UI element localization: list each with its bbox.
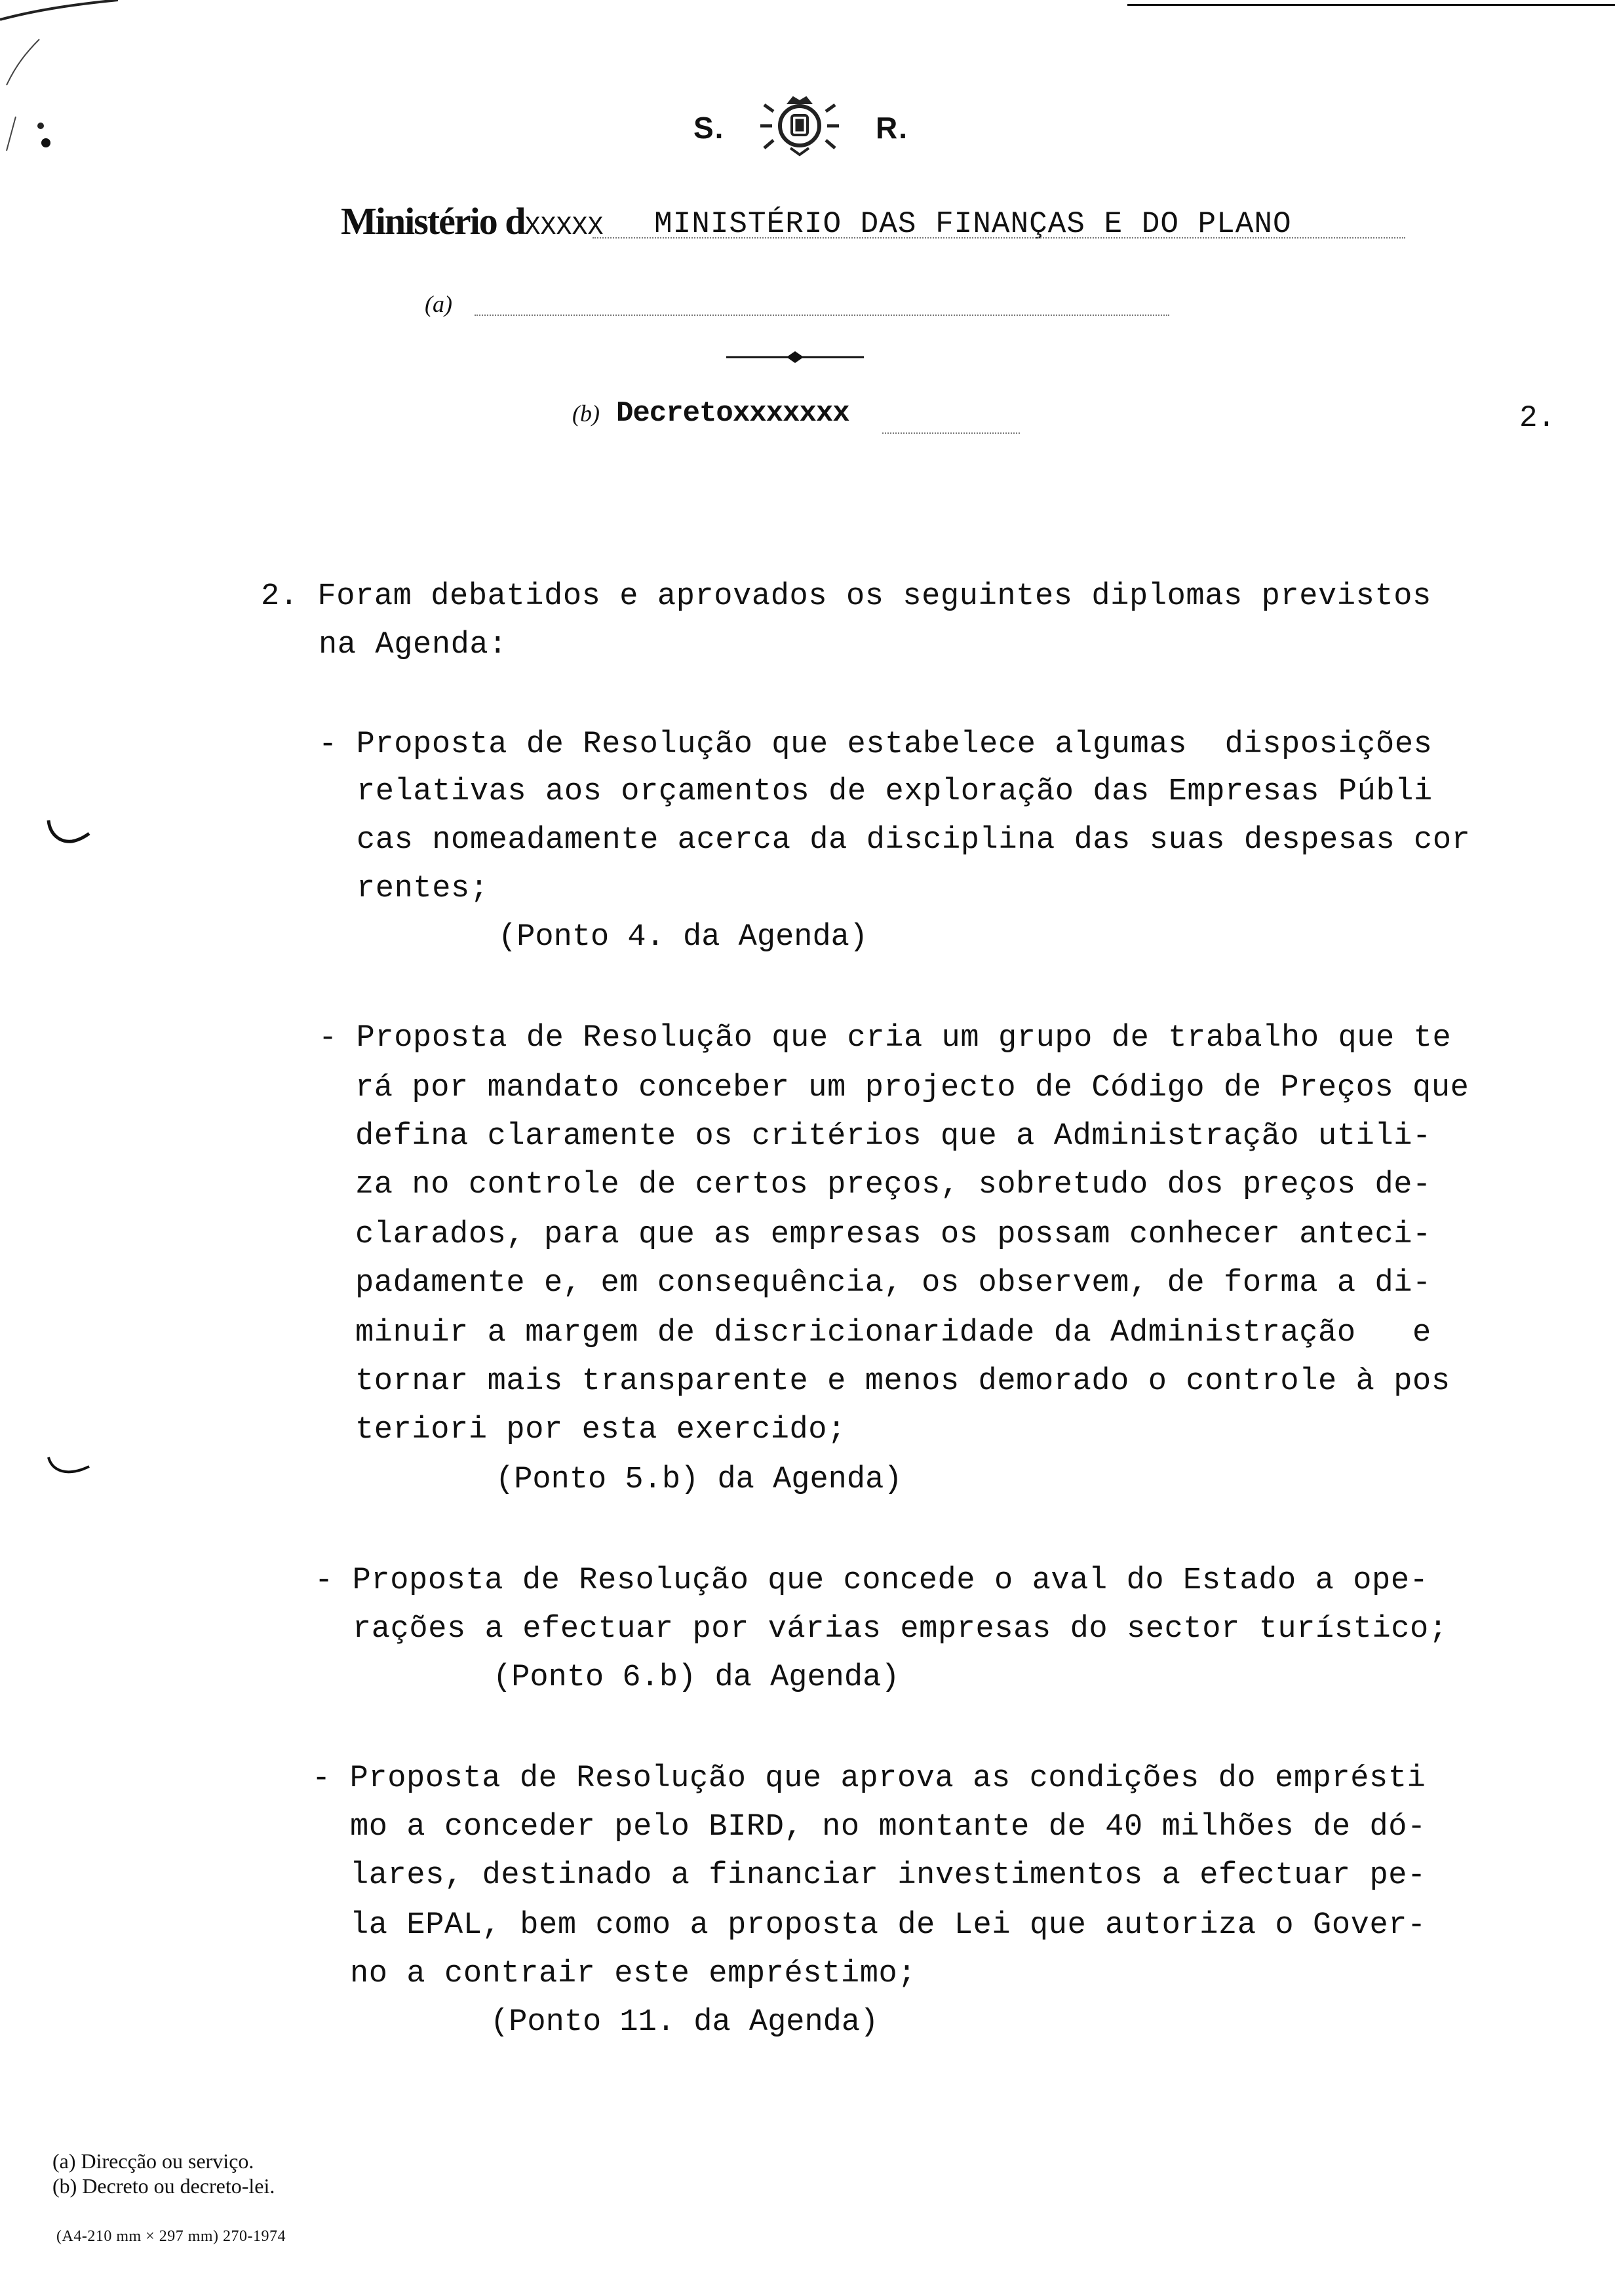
- item-1-line: - Proposta de Resolução que estabelece algumas disposições: [319, 727, 1433, 762]
- item-4-line: lares, destinado a financiar investimentos a efectuar pe-: [350, 1858, 1426, 1893]
- item-1-line: cas nomeadamente acerca da disciplina das suas despesas cor: [357, 823, 1471, 858]
- item-2-line: za no controle de certos preços, sobretudo dos preços de-: [355, 1168, 1431, 1202]
- top-rule-right: [1127, 4, 1615, 6]
- item-3-reference: (Ponto 6.b) da Agenda): [493, 1660, 900, 1695]
- item-2-line: tornar mais transparente e menos demorado o controle à pos: [355, 1364, 1450, 1399]
- item-2-line: minuir a margem de discricionaridade da Administração e: [355, 1316, 1431, 1350]
- item-2-line: teriori por esta exercido;: [355, 1413, 846, 1447]
- ministry-line: [341, 197, 1403, 242]
- item-2-line: padamente e, em consequência, os observem, de forma a di-: [355, 1266, 1431, 1301]
- field-a-label: (a): [425, 291, 452, 317]
- sr-left-text: S.: [693, 111, 725, 145]
- item-2-line: - Proposta de Resolução que cria um grupo de trabalho que te: [319, 1021, 1452, 1056]
- decreto-struck-text: Decretoxxxxxxx: [616, 397, 849, 430]
- ministry-dotted-rule: [593, 237, 1405, 239]
- item-2-line: rá por mandato conceber um projecto de Código de Preços que: [355, 1071, 1469, 1105]
- item-1-reference: (Ponto 4. da Agenda): [498, 920, 868, 955]
- item-1-line: rentes;: [357, 871, 489, 906]
- margin-tick-mark: [42, 815, 94, 854]
- sr-right-text: R.: [876, 111, 908, 145]
- item-1-line: relativas aos orçamentos de exploração das Empresas Públi: [357, 775, 1433, 809]
- footnote-b: (b) Decreto ou decreto-lei.: [52, 2174, 275, 2198]
- form-code: (A4-210 mm × 297 mm) 270-1974: [56, 2228, 286, 2245]
- item-4-reference: (Ponto 11. da Agenda): [490, 2005, 879, 2040]
- intro-line: 2. Foram debatidos e aprovados os seguintes diplomas previstos: [261, 579, 1431, 614]
- ministry-name: MINISTÉRIO DAS FINANÇAS E DO PLANO: [654, 207, 1292, 241]
- item-4-line: mo a conceder pelo BIRD, no montante de 40 milhões de dó-: [350, 1810, 1426, 1845]
- item-2-line: defina claramente os critérios que a Administração utili-: [355, 1119, 1431, 1154]
- item-4-line: no a contrair este empréstimo;: [350, 1957, 917, 1991]
- item-3-line: rações a efectuar por várias empresas do sector turístico;: [353, 1612, 1448, 1647]
- field-b-dotted-rule: [882, 432, 1020, 434]
- field-b-label: (b): [572, 400, 600, 427]
- field-a-dotted-rule: [475, 315, 1169, 316]
- footnote-a: (a) Direcção ou serviço.: [52, 2149, 254, 2173]
- item-4-line: la EPAL, bem como a proposta de Lei que autoriza o Gover-: [350, 1908, 1426, 1943]
- item-3-line: - Proposta de Resolução que concede o aval do Estado a ope-: [315, 1563, 1429, 1598]
- margin-tick-mark: [42, 1452, 94, 1491]
- page-number: 2.: [1519, 401, 1556, 435]
- item-2-line: clarados, para que as empresas os possam conhecer anteci-: [355, 1217, 1431, 1252]
- intro-line: na Agenda:: [319, 628, 508, 662]
- ornament-divider: [726, 347, 864, 367]
- item-4-line: - Proposta de Resolução que aprova as condições do emprésti: [312, 1761, 1426, 1796]
- pen-stroke-top-left: [0, 0, 131, 151]
- ministry-struck-text: Ministério dXXXXX: [341, 200, 604, 242]
- coat-of-arms-icon: [754, 92, 846, 157]
- item-2-reference: (Ponto 5.b) da Agenda): [496, 1463, 903, 1497]
